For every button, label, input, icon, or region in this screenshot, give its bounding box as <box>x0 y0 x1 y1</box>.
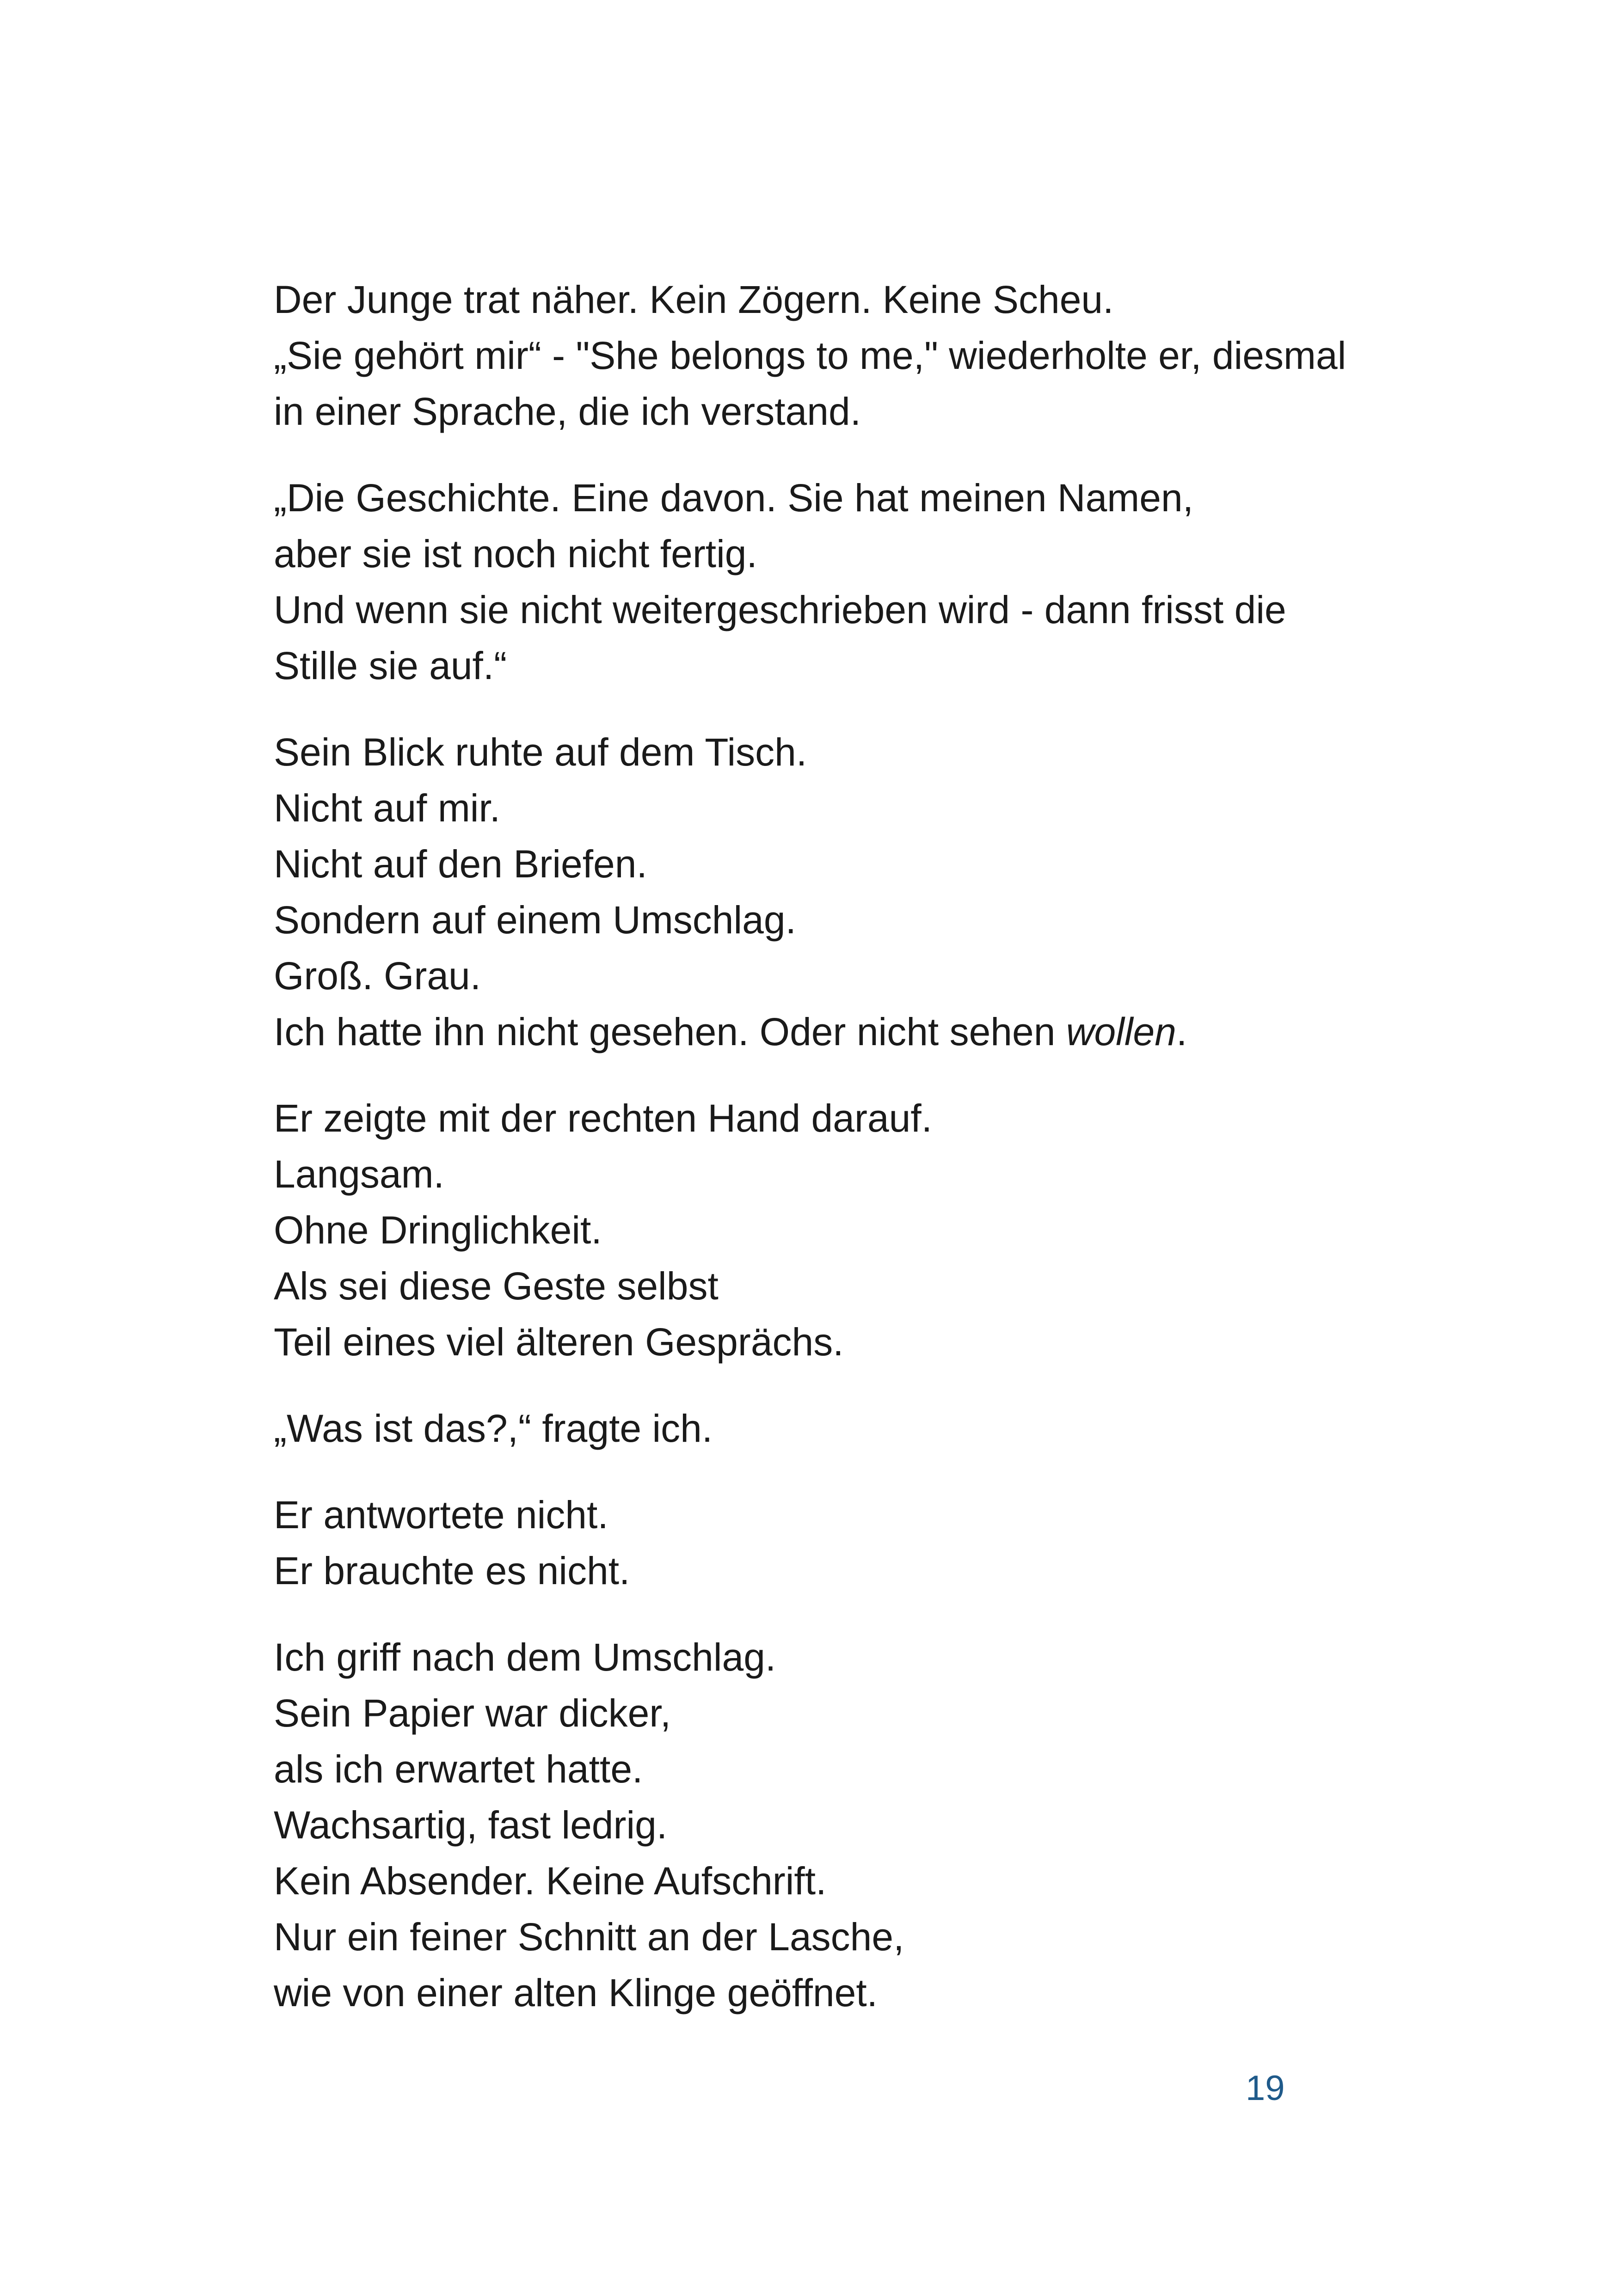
body-text <box>274 272 1457 2051</box>
paragraph-6 <box>274 1487 1457 1599</box>
text-line: Er brauchte es nicht. <box>274 1549 630 1592</box>
text-line: Sein Blick ruhte auf dem Tisch. <box>274 730 807 774</box>
text-line: Nicht auf den Briefen. <box>274 842 647 886</box>
paragraph-3 <box>274 724 1457 1060</box>
text-line: Sondern auf einem Umschlag. <box>274 898 796 942</box>
text-line: wie von einer alten Klinge geöffnet. <box>274 1971 878 2014</box>
text-segment: Ich hatte ihn nicht gesehen. Oder nicht sehen <box>274 1010 1066 1053</box>
text-line: Sein Papier war dicker, <box>274 1691 671 1735</box>
text-segment: . <box>1176 1010 1187 1053</box>
text-line: Groß. Grau. <box>274 954 481 998</box>
text-line: Stille sie auf.“ <box>274 644 507 687</box>
page-number: 19 <box>1246 2069 1285 2108</box>
text-line: Nur ein feiner Schnitt an der Lasche, <box>274 1915 904 1959</box>
paragraph-1 <box>274 272 1457 440</box>
text-line: in einer Sprache, die ich verstand. <box>274 390 861 433</box>
text-line: Kein Absender. Keine Aufschrift. <box>274 1859 827 1903</box>
text-line: Der Junge trat näher. Kein Zögern. Keine Scheu. <box>274 278 1114 321</box>
text-line: „Sie gehört mir“ - "She belongs to me," wiederholte er, diesmal <box>274 334 1346 377</box>
text-line: Ich griff nach dem Umschlag. <box>274 1635 776 1679</box>
text-line: Teil eines viel älteren Gesprächs. <box>274 1320 844 1364</box>
text-line-with-emphasis <box>274 1004 1457 1060</box>
emphasized-word: wollen <box>1066 1010 1176 1053</box>
text-line: Und wenn sie nicht weitergeschrieben wird - dann frisst die <box>274 588 1286 631</box>
text-line: „Die Geschichte. Eine davon. Sie hat meinen Namen, <box>274 476 1194 520</box>
text-line: Langsam. <box>274 1152 444 1196</box>
paragraph-4 <box>274 1090 1457 1370</box>
text-line: Er zeigte mit der rechten Hand darauf. <box>274 1096 933 1140</box>
text-line: als ich erwartet hatte. <box>274 1747 643 1791</box>
paragraph-2 <box>274 470 1457 694</box>
text-line: Wachsartig, fast ledrig. <box>274 1803 668 1847</box>
text-line: Ohne Dringlichkeit. <box>274 1208 602 1252</box>
text-line: „Was ist das?,“ fragte ich. <box>274 1407 713 1450</box>
text-line: Nicht auf mir. <box>274 786 501 830</box>
text-line: Er antwortete nicht. <box>274 1493 608 1537</box>
text-line: Als sei diese Geste selbst <box>274 1264 719 1308</box>
paragraph-5 <box>274 1401 1457 1457</box>
paragraph-7 <box>274 1629 1457 2021</box>
text-line: aber sie ist noch nicht fertig. <box>274 532 757 576</box>
